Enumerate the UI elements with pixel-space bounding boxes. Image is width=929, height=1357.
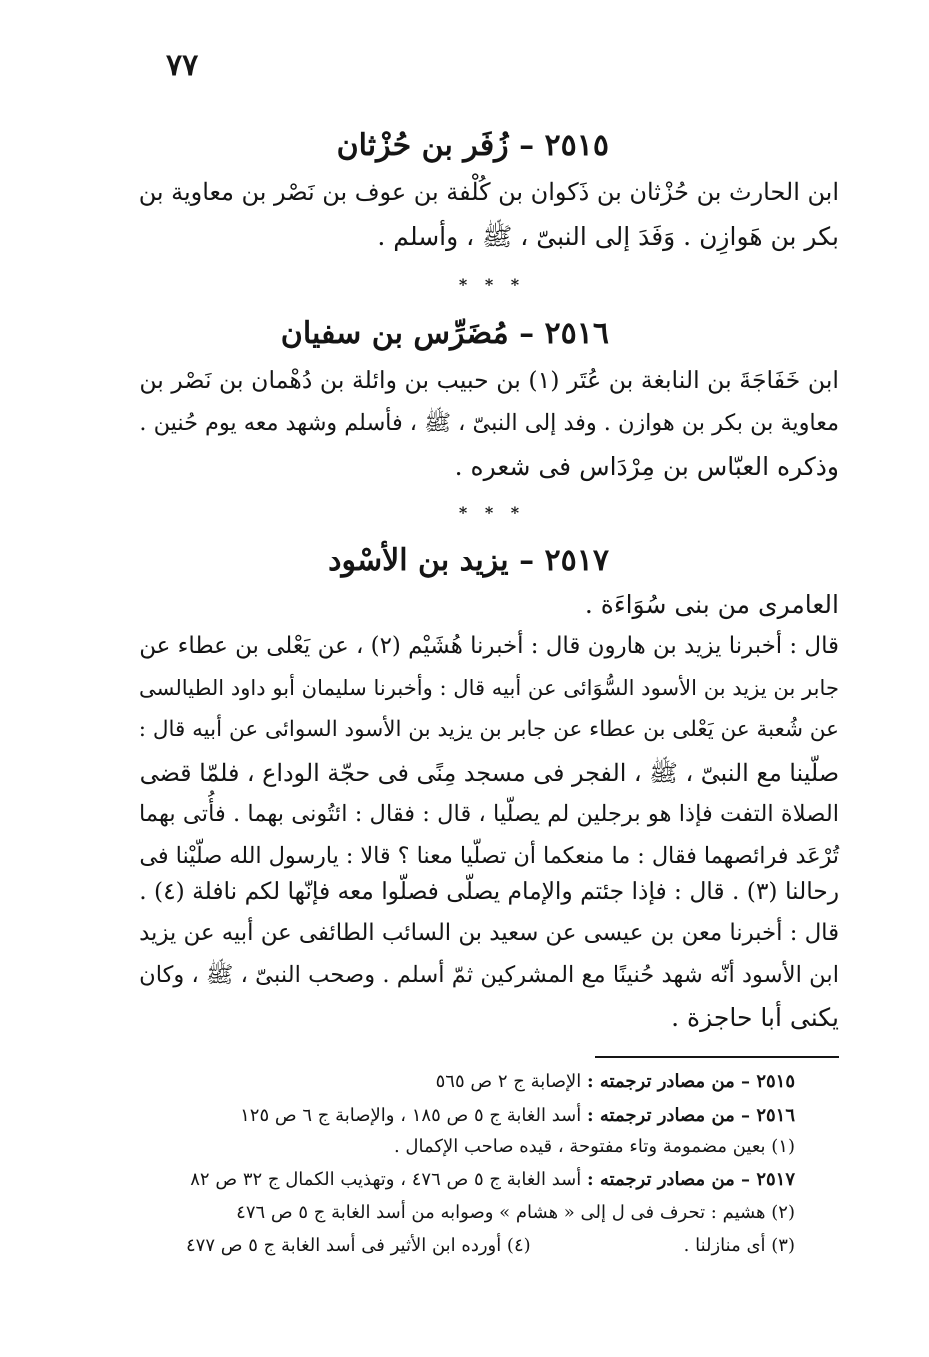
footnote-4: (٤) أورده ابن الأثير فى أسد الغابة ج ٥ ص ٤٧٧ xyxy=(186,1235,531,1256)
entry-2517-line-10: ابن الأسود أنّه شهد حُنينًا مع المشركين ثمّ أسلم . وصحب النبىّ ، ﷺ ، وكان xyxy=(139,962,839,988)
footnote-sources-2516 xyxy=(240,1105,795,1127)
footnote-text: أسد الغابة ج ٥ ص ٤٧٦ ، وتهذيب الكمال ج ٣٢ ص ٨٢ xyxy=(190,1169,587,1190)
footnote-label: ٢٥١٥ – من مصادر ترجمته : xyxy=(587,1071,795,1092)
footnote-text: الإصابة ج ٢ ص ٥٦٥ xyxy=(435,1071,587,1092)
entry-2517-line-11: يكنى أبا حاجزة . xyxy=(671,1003,839,1032)
entry-2516-line-2: معاوية بن بكر بن هوازن . وفد إلى النبىّ ، ﷺ ، فأسلم وشهد معه يوم حُنين . xyxy=(139,410,839,436)
entry-2516-line-3: وذكره العبّاس بن مِرْدَاس فى شعره . xyxy=(454,452,839,481)
footnote-text: (١) بعين مضمومة وتاء مفتوحة ، قيده صاحب الإكمال . xyxy=(393,1136,795,1157)
entry-2517-line-9: قال : أخبرنا معن بن عيسى عن سعيد بن السائب الطائفى عن أبيه عن يزيد xyxy=(139,920,839,946)
section-separator: * * * xyxy=(458,503,526,522)
entry-2517-line-8: رحالنا (٣) . قال : فإذا جئتم والإمام يصلّى فصلّوا معه فإنّها لكم نافلة (٤) . xyxy=(139,877,839,905)
entry-2517-line-3: جابر بن يزيد بن الأسود السُّوَائى عن أبيه قال : وأخبرنا سليمان أبو داود الطيالسى xyxy=(139,675,839,700)
footnote-sources-2515 xyxy=(436,1071,795,1093)
entry-2517-line-4: عن شُعبة عن يَعْلى بن عطاء عن جابر بن يزيد بن الأسود السوائى عن أبيه قال : xyxy=(138,717,839,742)
footnote-2 xyxy=(236,1202,795,1224)
entry-2517-line-6: الصلاة التفت فإذا هو برجلين لم يصلّيا ، قال : فقال : ائتُونى بهما . فأُتى بهما xyxy=(139,801,839,827)
entry-2515-line-2: بكر بن هَوازِن . وَفَدَ إلى النبىّ ، ﷺ ، وأسلم . xyxy=(377,222,839,251)
footnote-divider xyxy=(595,1056,839,1058)
footnote-3 xyxy=(684,1235,795,1257)
section-separator: * * * xyxy=(458,275,526,294)
footnote-sources-2517 xyxy=(190,1169,795,1191)
footnote-label: ٢٥١٧ – من مصادر ترجمته : xyxy=(587,1169,795,1190)
entry-2517-line-2: قال : أخبرنا يزيد بن هارون قال : أخبرنا هُشَيْم (٢) ، عن يَعْلى بن عطاء عن xyxy=(139,633,839,659)
entry-2516-line-1: ابن خَفَاجَةَ بن النابغة بن عُتَر (١) بن حبيب بن وائلة بن دُهْمان بن نَصْر بن xyxy=(139,366,839,394)
footnote-text: (٢) هشيم : تحرف فى ل إلى « هشام » وصوابه من أسد الغابة ج ٥ ص ٤٧٦ xyxy=(236,1202,795,1223)
entry-2515-line-1: ابن الحارث بن حُزْثان بن ذَكوان بن كُلْفة بن عوف بن نَصْر بن معاوية بن xyxy=(138,178,839,206)
entry-heading-2517: ٢٥١٧ – يزيد بن الأسْود xyxy=(328,543,609,578)
footnote-text: (٣) أى منازلنا . xyxy=(683,1235,795,1256)
footnote-1 xyxy=(394,1136,795,1158)
entry-2517-line-5: صلّينا مع النبىّ ، ﷺ ، الفجر فى مسجد مِنًى فى حجّة الوداع ، فلمّا قضى xyxy=(139,759,839,787)
footnote-label: ٢٥١٦ – من مصادر ترجمته : xyxy=(587,1105,795,1126)
page-number: ٧٧ xyxy=(166,48,199,83)
footnote-text: أسد الغابة ج ٥ ص ١٨٥ ، والإصابة ج ٦ ص ١٢٥ xyxy=(240,1105,587,1126)
entry-2517-line-1: العامرى من بنى سُوَاءَة . xyxy=(584,590,839,619)
entry-2517-line-7: تُرْعَد فرائصهما فقال : ما منعكما أن تصلّيا معنا ؟ قالا : يارسول الله صلّيْنا فى xyxy=(139,843,839,869)
entry-heading-2515: ٢٥١٥ – زُفَر بن حُزْثان xyxy=(336,128,609,163)
entry-heading-2516: ٢٥١٦ – مُضَرِّس بن سفيان xyxy=(280,316,609,351)
